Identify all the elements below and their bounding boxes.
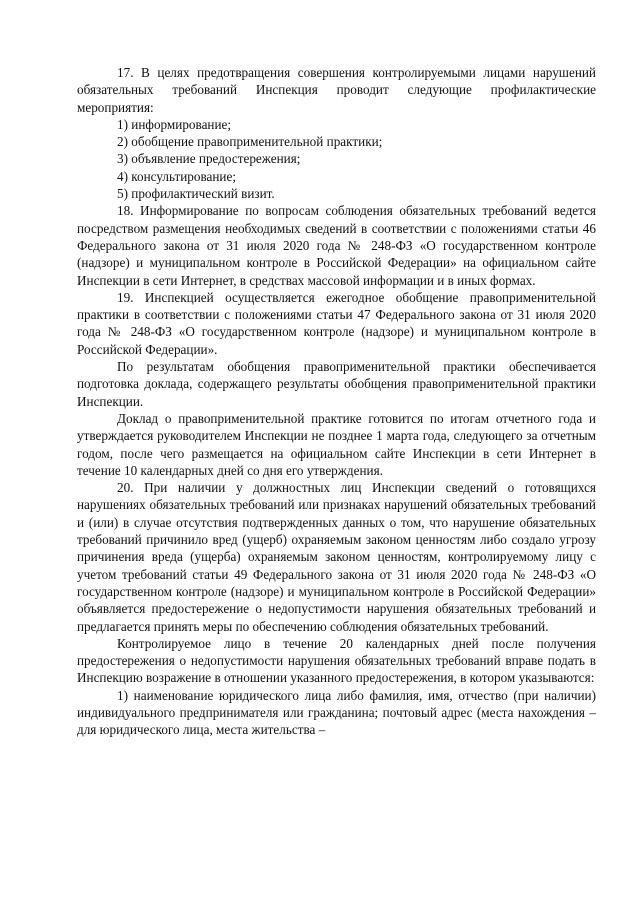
list-item: 3) объявление предостережения; [117,151,301,167]
paragraph-20-c: 1) наименование юридического лица либо фамилия, имя, отчество (при наличии) индивидуального предпринимателя или гражданина; почтовый адрес (места нахождения – для юридического лица, места жительства – [77,687,596,738]
list-item: 1) информирование; [117,116,232,132]
paragraph-18: 18. Информирование по вопросам соблюдения обязательных требований ведется посредством размещения необходимых сведений в соответствии с положениями статьи 46 Федерального закона от 31 июля 2020 года № 248-ФЗ «О государственном контроле (надзоре) и муниципальном контроле в Российской Федерации» на официальном сайте Инспекции в сети Интернет, в средствах массовой информации и в иных формах. [77,203,596,288]
paragraph-19-b: По результатам обобщения правоприменительной практики обеспечивается подготовка доклада, содержащего результаты обобщения правоприменительной практики Инспекции. [77,359,596,409]
document-body [77,64,596,739]
paragraph-20: 20. При наличии у должностных лиц Инспекции сведений о готовящихся нарушениях обязательных требований или признаках нарушений обязательных требований и (или) в случае отсутствия подтвержденных данных о том, что нарушение обязательных требований причинило вред (ущерб) охраняемым законом ценностям либо создало угрозу причинения вреда (ущерба) охраняемым законом ценностям, контролируемому лицу с учетом требований статьи 49 Федерального закона от 31 июля 2020 года № 248-ФЗ «О государственном контроле (надзоре) и муниципальном контроле в Российской Федерации» объявляется предостережение о недопустимости нарушения обязательных требований и предлагается принять меры по обеспечению соблюдения обязательных требований. [77,480,596,634]
list-item: 5) профилактический визит. [117,186,275,202]
paragraph-17: 17. В целях предотвращения совершения контролируемыми лицами нарушений обязательных требований Инспекция проводит следующие профилактические мероприятия: [77,65,596,115]
list-item: 2) обобщение правоприменительной практики; [117,134,383,150]
paragraph-19: 19. Инспекцией осуществляется ежегодное обобщение правоприменительной практики в соответствии с положениями статьи 47 Федерального закона от 31 июля 2020 года № 248-ФЗ «О государственном контроле (надзоре) и муниципальном контроле в Российской Федерации». [77,289,596,357]
paragraph-19-c: Доклад о правоприменительной практике готовится по итогам отчетного года и утверждается руководителем Инспекции не позднее 1 марта года, следующего за отчетным годом, после чего размещается на официальном сайте Инспекции в сети Интернет в течение 10 календарных дней со дня его утверждения. [77,410,596,478]
paragraph-20-b: Контролируемое лицо в течение 20 календарных дней после получения предостережения о недопустимости нарушения обязательных требований вправе подать в Инспекцию возражение в отношении указанного предостережения, в котором указываются: [77,635,596,686]
list-item: 4) консультирование; [117,168,237,184]
